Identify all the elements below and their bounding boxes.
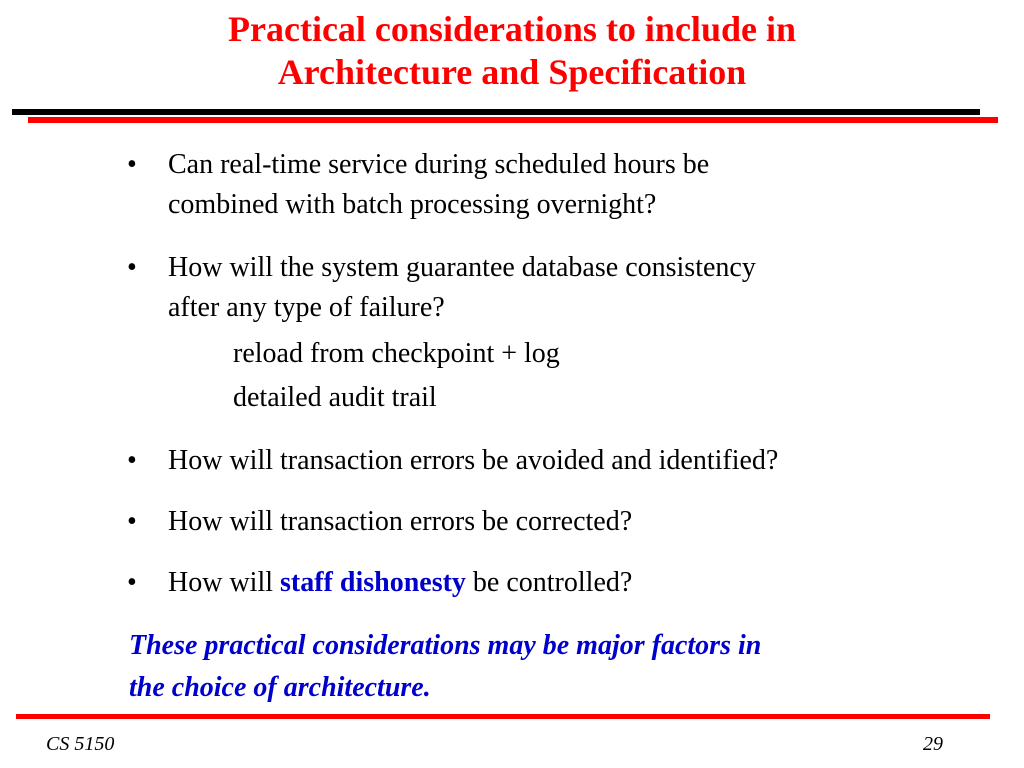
bullet-prefix: How will xyxy=(168,567,280,598)
conclusion-line: the choice of architecture. xyxy=(129,672,431,703)
conclusion-line: These practical considerations may be major factors in xyxy=(129,630,762,661)
bullet-text: How will transaction errors be corrected? xyxy=(168,506,633,537)
footer-page-number: 29 xyxy=(923,733,943,755)
footer-divider xyxy=(16,714,990,719)
bullet-text: How will transaction errors be avoided and identified? xyxy=(168,445,779,476)
bullet-line: after any type of failure? xyxy=(168,292,445,323)
emphasis-staff-dishonesty: staff dishonesty xyxy=(280,567,466,598)
bullet-text xyxy=(168,248,756,328)
footer-course-label: CS 5150 xyxy=(46,733,115,755)
bullet-dot: • xyxy=(127,506,137,537)
slide-title-line-2: Architecture and Specification xyxy=(277,52,747,92)
title-divider-red xyxy=(28,117,998,123)
bullet-line: combined with batch processing overnight? xyxy=(168,189,657,220)
bullet-dot: • xyxy=(127,445,137,476)
sub-item-reload-checkpoint: reload from checkpoint + log xyxy=(233,338,560,369)
bullet-text xyxy=(168,563,632,603)
bullet-line: Can real-time service during scheduled hours be xyxy=(168,149,710,180)
bullet-text xyxy=(168,145,709,225)
bullet-dot: • xyxy=(127,149,137,180)
slide-title-line-1: Practical considerations to include in xyxy=(228,9,796,49)
slide-title xyxy=(0,8,1024,94)
bullet-line: How will the system guarantee database consistency xyxy=(168,252,756,283)
bullet-dot: • xyxy=(127,567,137,598)
bullet-dot: • xyxy=(127,252,137,283)
sub-item-audit-trail: detailed audit trail xyxy=(233,382,437,413)
title-divider-black xyxy=(12,109,980,115)
bullet-suffix: be controlled? xyxy=(465,567,633,598)
conclusion-note xyxy=(129,625,761,709)
